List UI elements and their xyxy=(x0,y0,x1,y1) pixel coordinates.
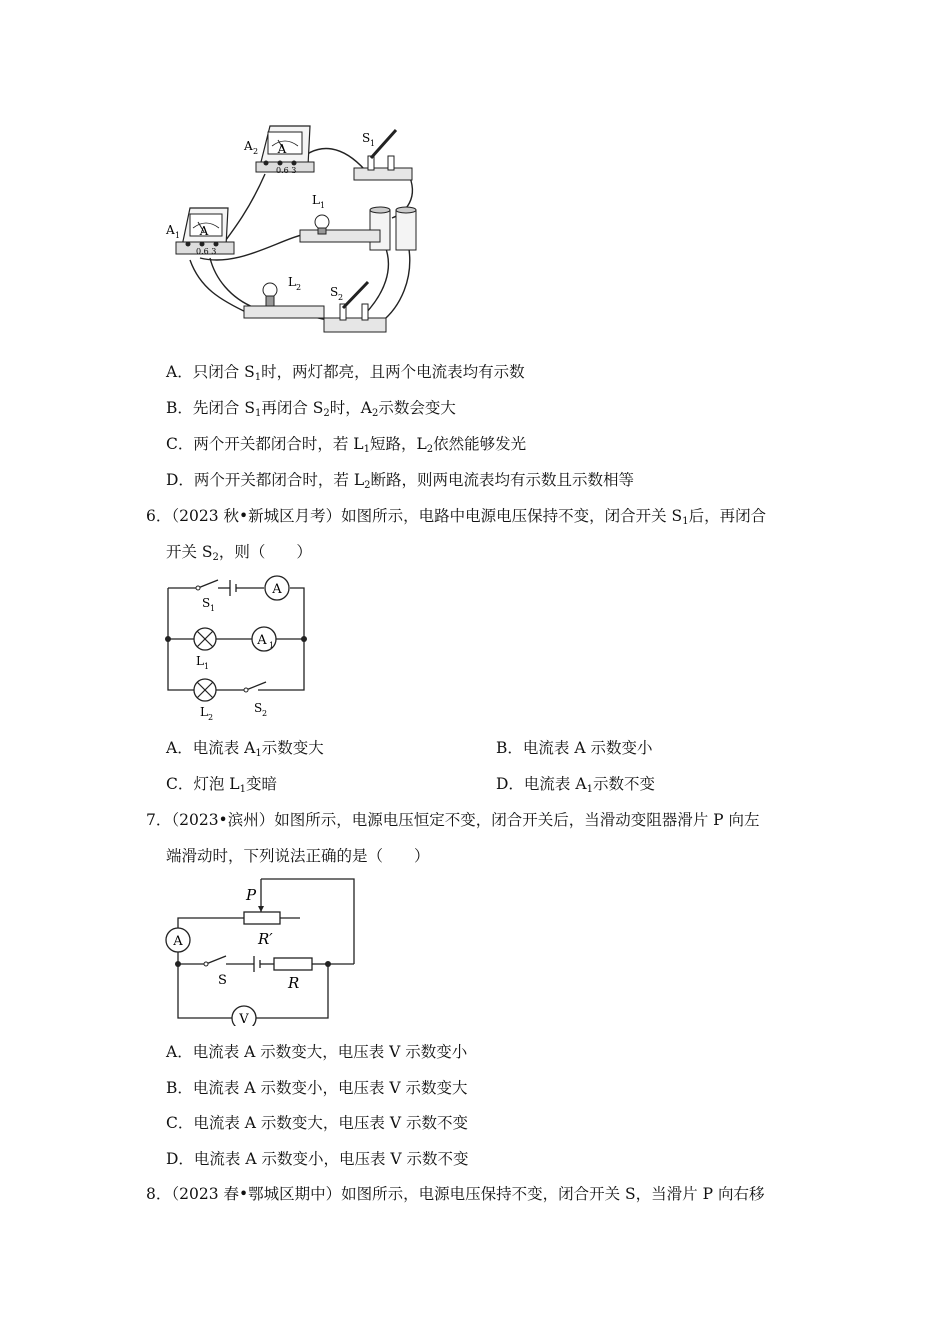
s1-label: S xyxy=(362,131,371,145)
q6-option-c-text-2: 变暗 xyxy=(245,775,277,793)
q5-option-b xyxy=(166,398,456,424)
q6-l1-label: L xyxy=(196,654,204,668)
battery xyxy=(370,207,416,250)
subscript: 2 xyxy=(323,408,330,419)
subscript: 1 xyxy=(255,748,262,759)
q7-resistor xyxy=(274,958,312,970)
q5-option-a-text-2: 时，两灯都亮，且两个电流表均有示数 xyxy=(261,363,525,381)
subscript: 2 xyxy=(364,480,371,491)
subscript: 1 xyxy=(682,516,689,527)
q6-option-a xyxy=(166,738,324,764)
q6-stem-text-2: 后，再闭合 xyxy=(688,507,767,525)
s2-label-sub: 2 xyxy=(338,293,344,302)
q7-r-prime-label: R′ xyxy=(258,930,273,948)
q6-ammeter-a xyxy=(265,576,289,600)
lamp-l2 xyxy=(244,283,324,318)
q6-option-c-text: C．灯泡 L xyxy=(166,775,240,793)
q6-circuit-diagram xyxy=(160,572,320,722)
q7-voltmeter-label: V xyxy=(239,1012,249,1026)
q7-option-c: C．电流表 A 示数变大，电压表 V 示数不变 xyxy=(166,1114,468,1132)
q6-option-c xyxy=(166,774,277,800)
q7-option-d: D．电流表 A 示数变小，电压表 V 示数不变 xyxy=(166,1150,469,1168)
q7-r-label: R xyxy=(288,974,300,992)
a2-label: A xyxy=(244,139,253,153)
q6-option-b xyxy=(496,738,652,758)
q6-option-b-text: B．电流表 A 示数变小 xyxy=(496,739,653,757)
q6-option-d-text-2: 示数不变 xyxy=(592,775,655,793)
q6-lamp-l2 xyxy=(194,679,216,701)
ammeter-a2 xyxy=(256,126,314,175)
q5-option-d-text: D．两个开关都闭合时，若 L xyxy=(166,471,365,489)
q6-l2-label: L xyxy=(200,705,208,719)
q7-rheostat xyxy=(244,912,280,924)
q5-option-b-text: B．先闭合 S xyxy=(166,399,255,417)
q6-s1-label: S xyxy=(202,596,211,610)
lamp-l1 xyxy=(300,215,380,242)
q5-option-c-text: C．两个开关都闭合时，若 L xyxy=(166,435,364,453)
q5-option-c-text-2: 短路，L xyxy=(369,435,427,453)
q6-stem-text-3: 开关 S xyxy=(166,543,213,561)
q6-stem-text: 6．（2023 秋•新城区月考）如图所示，电路中电源电压保持不变，闭合开关 S xyxy=(146,507,683,525)
a1-label-sub: 1 xyxy=(175,231,181,240)
ammeter-a1 xyxy=(176,208,234,256)
q7-option-b: B．电流表 A 示数变小，电压表 V 示数变大 xyxy=(166,1079,468,1097)
q5-option-b-text-4: 示数会变大 xyxy=(378,399,456,417)
q6-ammeter-a1 xyxy=(252,627,276,651)
l2-label: L xyxy=(288,275,296,289)
q5-option-d xyxy=(166,470,634,496)
q5-option-c xyxy=(166,434,526,460)
q6-option-a-text: A．电流表 A xyxy=(166,739,256,757)
q7-s-label: S xyxy=(218,973,227,988)
q6-lamp-l1 xyxy=(194,628,216,650)
subscript: 1 xyxy=(254,372,262,383)
q6-ammeter-a1-sub: 1 xyxy=(269,641,275,650)
q6-stem-text-4: ，则（ ） xyxy=(218,543,312,561)
s1-label-sub: 1 xyxy=(370,139,376,148)
q7-option-a: A．电流表 A 示数变大，电压表 V 示数变小 xyxy=(166,1043,468,1061)
l1-label-sub: 1 xyxy=(320,201,326,210)
a2-face-text: A xyxy=(277,142,287,156)
q7-voltmeter xyxy=(232,1006,256,1026)
subscript: 1 xyxy=(239,784,246,795)
q5-option-a-text: A．只闭合 S xyxy=(166,363,255,381)
q7-ammeter xyxy=(166,928,190,952)
q5-option-a xyxy=(166,362,525,388)
q6-l1-sub: 1 xyxy=(204,662,210,671)
a1-face-text: A xyxy=(199,224,209,238)
q6-stem-line-2 xyxy=(166,542,312,568)
q6-s2-sub: 2 xyxy=(262,709,268,718)
subscript: 1 xyxy=(254,408,262,419)
q6-option-d-text: D．电流表 A xyxy=(496,775,587,793)
q5-option-b-text-3: 时，A xyxy=(329,399,372,417)
q6-stem-line-1 xyxy=(146,506,766,532)
q5-option-d-text-2: 断路，则两电流表均有示数且示数相等 xyxy=(370,471,635,489)
q6-ammeter-a1-label: A xyxy=(257,633,267,648)
q5-option-c-text-3: 依然能够发光 xyxy=(433,435,527,453)
q8-stem-line-1: 8．（2023 春•鄂城区期中）如图所示，电源电压保持不变，闭合开关 S，当滑片 P 向右移 xyxy=(146,1185,765,1203)
l1-label: L xyxy=(312,193,320,207)
q6-ammeter-a-label: A xyxy=(272,582,282,597)
q7-circuit-diagram xyxy=(160,876,360,1026)
subscript: 1 xyxy=(363,444,370,455)
a1-label: A xyxy=(166,223,175,237)
q6-s1-sub: 1 xyxy=(210,604,216,613)
q5-circuit-apparatus-figure xyxy=(160,118,430,340)
q7-stem-line-2: 端滑动时，下列说法正确的是（ ） xyxy=(166,847,430,865)
a1-scale-text: 0.6 3 xyxy=(196,247,217,256)
subscript: 2 xyxy=(371,408,379,419)
subscript: 1 xyxy=(586,784,593,795)
q7-ammeter-label: A xyxy=(173,934,183,949)
q7-p-label: P xyxy=(246,886,257,904)
s2-label: S xyxy=(330,285,339,299)
subscript: 2 xyxy=(212,552,219,563)
q7-stem-line-1: 7．（2023•滨州）如图所示，电源电压恒定不变，闭合开关后，当滑动变阻器滑片 P 向左 xyxy=(146,811,760,829)
q6-s2-label: S xyxy=(254,701,263,715)
subscript: 2 xyxy=(426,444,434,455)
a2-label-sub: 2 xyxy=(253,147,259,156)
q6-l2-sub: 2 xyxy=(208,713,214,722)
q6-option-d xyxy=(496,774,655,800)
q6-option-a-text-2: 示数变大 xyxy=(261,739,324,757)
a2-scale-text: 0.6 3 xyxy=(276,166,297,175)
l2-label-sub: 2 xyxy=(296,283,302,292)
q5-option-b-text-2: 再闭合 S xyxy=(261,399,324,417)
